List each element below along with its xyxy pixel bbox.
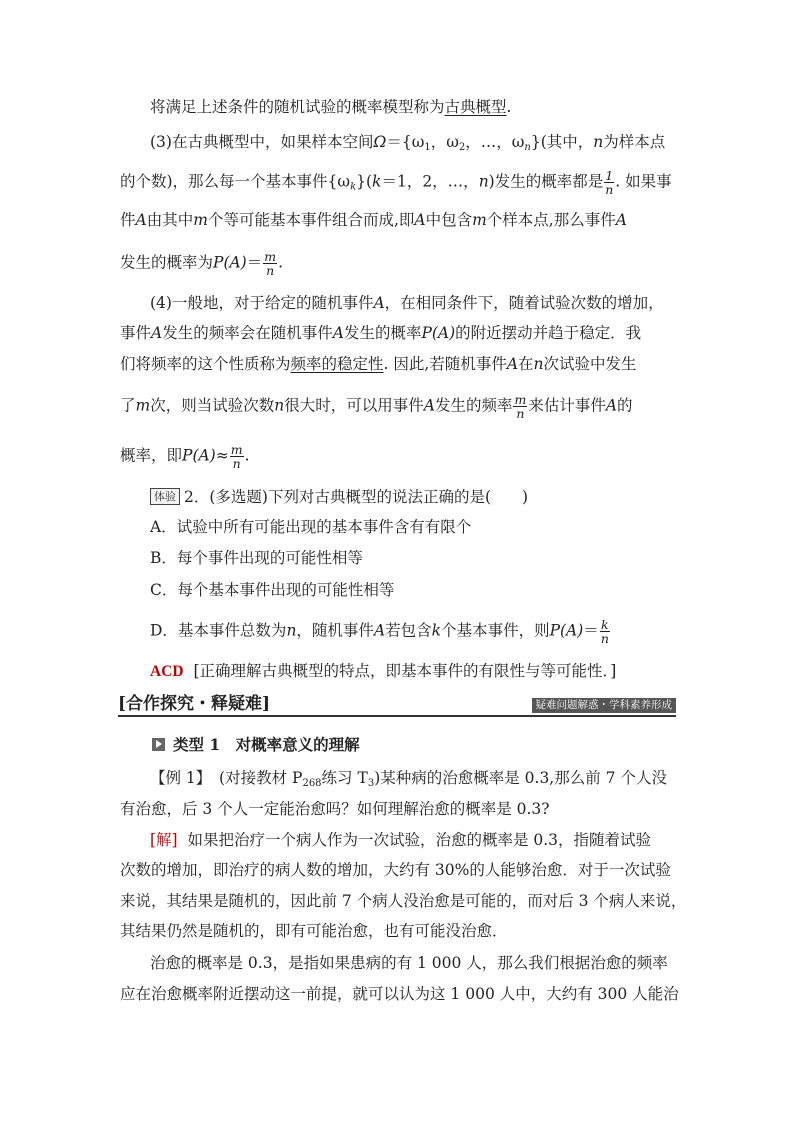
- option-b: B．每个事件出现的可能性相等: [150, 549, 363, 567]
- paragraph-3-line-3: 件A由其中m个等可能基本事件组合而成,即A中包含m个样本点,那么事件A: [120, 211, 627, 229]
- fraction-m-over-n: $\frac{m}{n}$: [264, 249, 277, 278]
- option-d: D．基本事件总数为n，随机事件A若包含k个基本事件，则P(A)＝ $\frac{k}{n}$: [150, 617, 609, 646]
- paragraph-classical-definition: 将满足上述条件的随机试验的概率模型称为古典概型.: [150, 98, 512, 116]
- term-frequency-stability: 频率的稳定性: [290, 355, 384, 373]
- paragraph-3-line-4: 发生的概率为P(A)＝ $\frac{m}{n}$ .: [120, 249, 284, 278]
- example-1-line-1: 【例 1】 (对接教材 $P_{268}$练习 $T_3$)某种病的治愈概率是 0.3,那么前 7 个人没: [150, 769, 667, 789]
- question-2-stem: 体验 2．(多选题)下列对古典概型的说法正确的是( ): [150, 486, 528, 508]
- paragraph-4-line-4: 了m次，则当试验次数n很大时，可以用事件A发生的频率 $\frac{m}{n}$ 来估计事件A的: [120, 392, 633, 421]
- type-1-heading: 类型 1 对概率意义的理解: [152, 734, 360, 756]
- paragraph-3-line-1: (3)在古典概型中，如果样本空间$\Omega=\{\omega_1$，$\omega_2$，…，$\omega_n$}(其中，n为样本点: [150, 133, 666, 153]
- term-classical-model: 古典概型: [444, 98, 507, 116]
- section-title: [合作探究・释疑难]: [118, 694, 271, 714]
- section-tag: 疑难问题解惑・学科素养形成: [532, 698, 677, 713]
- answer-line: ACD [正确理解古典概型的特点，即基本事件的有限性与等可能性．]: [150, 662, 617, 680]
- fraction-1-over-n: $\frac{1}{n}$: [605, 168, 614, 197]
- paragraph-4-line-5: 概率，即P(A)≈ $\frac{m}{n}$ .: [120, 442, 250, 471]
- answer-acd: ACD: [150, 663, 184, 680]
- solution-tag: [解]: [150, 831, 178, 849]
- example-1-line-2: 有治愈，后 3 个人一定能治愈吗？如何理解治愈的概率是 0.3?: [120, 800, 550, 818]
- paragraph-4-line-1: (4)一般地，对于给定的随机事件A，在相同条件下，随着试验次数的增加，: [150, 294, 664, 312]
- paragraph-4-line-2: 事件A发生的频率会在随机事件A发生的概率P(A)的附近摆动并趋于稳定．我: [120, 324, 642, 342]
- fraction-k-over-n: $\frac{k}{n}$: [600, 617, 609, 646]
- solution-line-1: [解] 如果把治疗一个病人作为一次试验，治愈的概率是 0.3，指随着试验: [150, 831, 652, 849]
- paragraph-4-line-3: 们将频率的这个性质称为频率的稳定性. 因此,若随机事件A在n次试验中发生: [120, 355, 637, 373]
- paragraph-3-line-2: 的个数)，那么每一个基本事件$\{\omega_k\}(k=1$，2，…，n)发生的概率都是 $\frac{1}{n}$ . 如果事: [120, 168, 672, 197]
- play-triangle-icon: [152, 738, 165, 751]
- experience-badge: 体验: [150, 488, 180, 505]
- option-a: A．试验中所有可能出现的基本事件含有有限个: [150, 518, 472, 536]
- solution-line-5: 治愈的概率是 0.3，是指如果患病的有 1 000 人，那么我们根据治愈的频率: [150, 954, 668, 972]
- solution-line-6: 应在治愈概率附近摆动这一前提，就可以认为这 1 000 人中，大约有 300 人能治: [120, 985, 679, 1003]
- solution-line-2: 次数的增加，即治疗的病人数的增加，大约有 30%的人能够治愈．对于一次试验: [120, 861, 671, 879]
- solution-line-3: 来说，其结果是随机的，因此前 7 个病人没治愈是可能的，而对后 3 个病人来说，: [120, 892, 687, 910]
- option-c: C．每个基本事件出现的可能性相等: [150, 581, 395, 599]
- fraction-approx: $\frac{m}{n}$: [230, 442, 243, 471]
- solution-line-4: 其结果仍然是随机的，即有可能治愈，也有可能没治愈．: [120, 922, 508, 940]
- fraction-frequency: $\frac{m}{n}$: [514, 392, 527, 421]
- section-header: [118, 693, 676, 717]
